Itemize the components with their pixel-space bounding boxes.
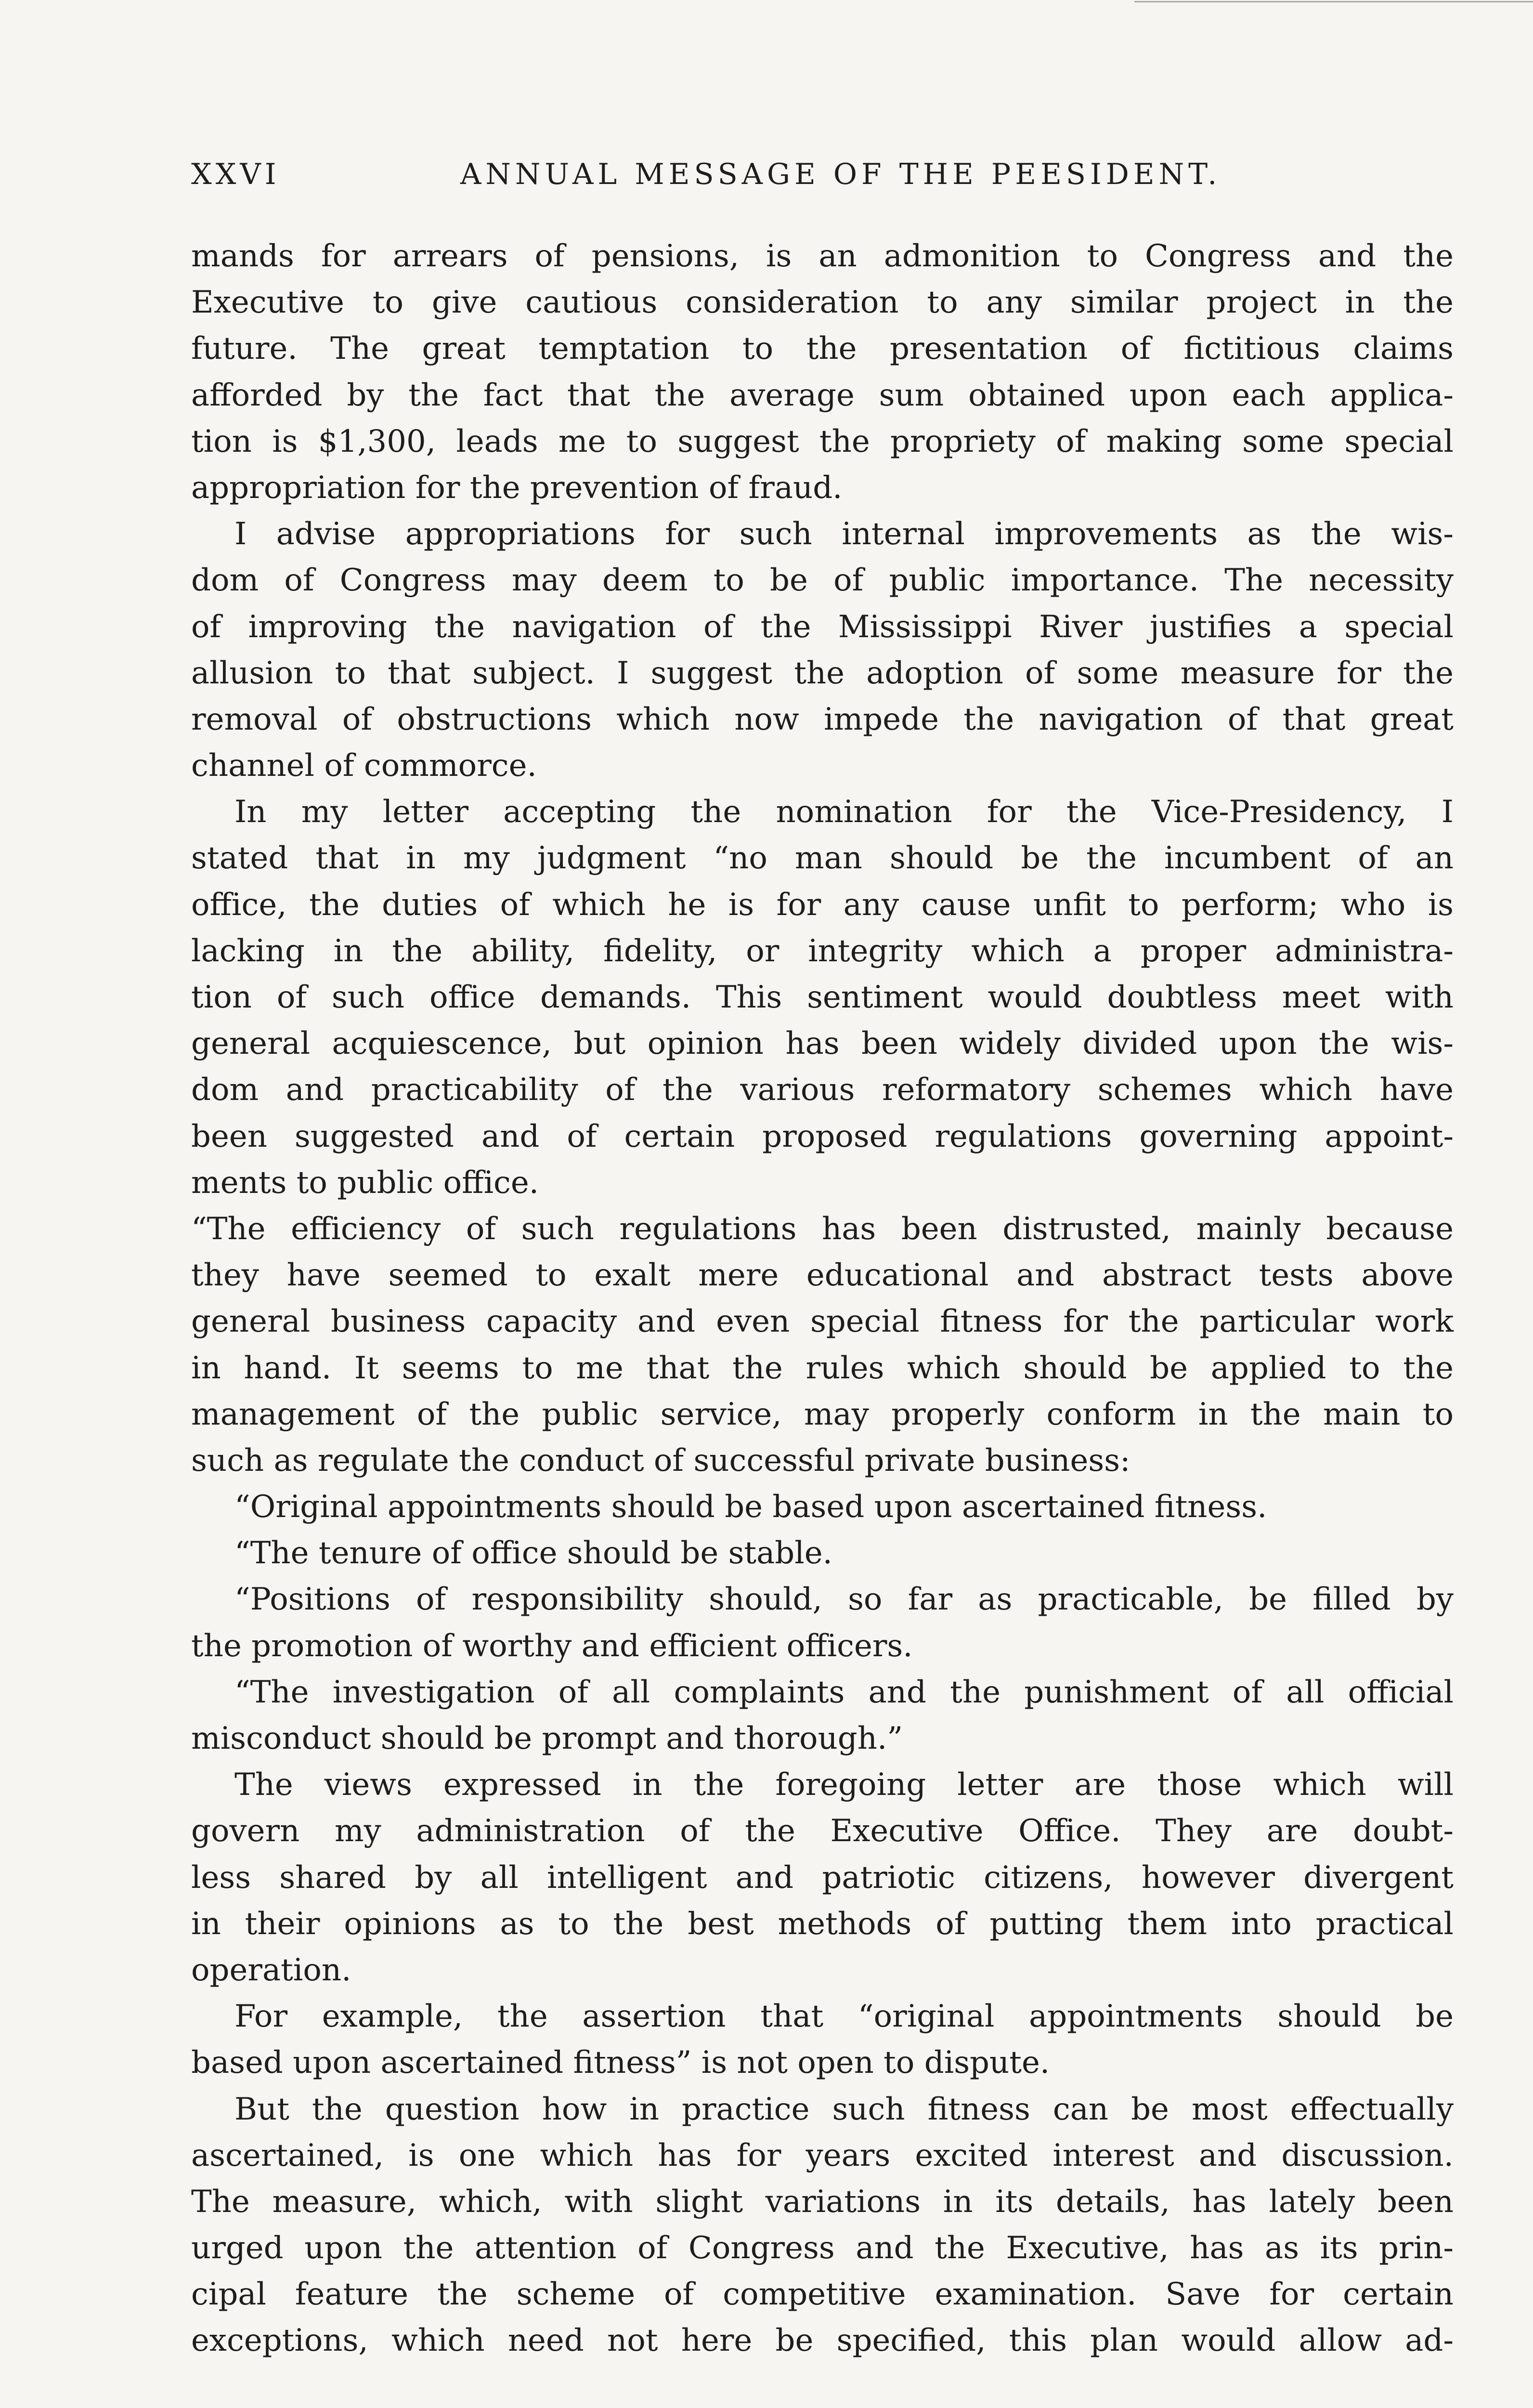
text-line: in hand. It seems to me that the rules which should be applied to the [191, 1350, 1454, 1386]
text-line: mands for arrears of pensions, is an admonition to Congress and the [191, 238, 1454, 274]
running-head [191, 155, 1454, 194]
text-line: removal of obstructions which now impede the navigation of that great [191, 701, 1454, 737]
paragraph [191, 1669, 1454, 1762]
text-line: ments to public office. [191, 1165, 539, 1201]
text-line: general business capacity and even special fitness for the particular work [191, 1304, 1454, 1340]
paragraph [191, 1530, 1454, 1576]
text-line: less shared by all intelligent and patriotic citizens, however divergent [191, 1859, 1454, 1896]
text-line: future. The great temptation to the presentation of fictitious claims [191, 331, 1454, 367]
text-line: general acquiescence, but opinion has been widely divided upon the wis- [191, 1026, 1454, 1062]
text-line: In my letter accepting the nomination for the Vice-Presidency, I [234, 794, 1454, 830]
paragraph [191, 1993, 1454, 2086]
text-line: management of the public service, may properly conform in the main to [191, 1396, 1454, 1432]
running-title: ANNUAL MESSAGE OF THE PEESIDENT. [460, 157, 1221, 191]
paragraph [191, 1762, 1454, 1993]
text-line: “The efficiency of such regulations has been distrusted, mainly because [191, 1211, 1454, 1247]
text-line: tion is $1,300, leads me to suggest the propriety of making some special [191, 423, 1454, 459]
body-text [191, 233, 1454, 2364]
text-line: But the question how in practice such fitness can be most effectually [234, 2091, 1454, 2127]
text-line: such as regulate the conduct of successful private business: [191, 1442, 1130, 1479]
text-line: The views expressed in the foregoing letter are those which will [234, 1767, 1454, 1803]
text-line: channel of commorce. [191, 748, 537, 784]
text-line: allusion to that subject. I suggest the adoption of some measure for the [191, 655, 1454, 691]
text-line: urged upon the attention of Congress and the Executive, has as its prin- [191, 2230, 1454, 2266]
text-line: dom and practicability of the various reformatory schemes which have [191, 1072, 1454, 1108]
text-line: cipal feature the scheme of competitive examination. Save for certain [191, 2277, 1454, 2313]
paragraph [191, 789, 1454, 1206]
text-line: govern my administration of the Executive Office. They are doubt- [191, 1813, 1454, 1849]
page-number: XXVI [191, 157, 280, 191]
text-line: ascertained, is one which has for years excited interest and discussion. [191, 2137, 1454, 2173]
paragraph [191, 2086, 1454, 2364]
text-line: misconduct should be prompt and thorough.” [191, 1721, 903, 1756]
text-line: lacking in the ability, fidelity, or integrity which a proper administra- [191, 933, 1454, 969]
paragraph [191, 1576, 1454, 1669]
text-line: “Positions of responsibility should, so far as practicable, be filled by [234, 1582, 1454, 1618]
text-line: Executive to give cautious consideration to any similar project in the [191, 285, 1454, 321]
text-line: “Original appointments should be based upon ascertained fitness. [234, 1489, 1267, 1525]
text-line: “The tenure of office should be stable. [234, 1535, 832, 1571]
text-line: The measure, which, with slight variations in its details, has lately been [191, 2184, 1454, 2220]
text-line: I advise appropriations for such internal improvements as the wis- [234, 516, 1454, 552]
paragraph [191, 1484, 1454, 1530]
text-line: they have seemed to exalt mere educational and abstract tests above [191, 1257, 1454, 1294]
text-line: been suggested and of certain proposed regulations governing appoint- [191, 1118, 1454, 1154]
text-line: of improving the navigation of the Mississippi River justifies a special [191, 609, 1454, 645]
text-line: stated that in my judgment “no man should be the incumbent of an [191, 840, 1454, 877]
paragraph [191, 233, 1454, 511]
text-line: exceptions, which need not here be specified, this plan would allow ad- [191, 2323, 1454, 2359]
text-line: dom of Congress may deem to be of public importance. The necessity [191, 563, 1454, 599]
paragraph [191, 511, 1454, 789]
text-line: For example, the assertion that “original appointments should be [234, 1999, 1454, 2035]
scan-edge-line [1134, 1, 1533, 2]
text-line: office, the duties of which he is for any cause unfit to perform; who is [191, 887, 1454, 923]
paragraph [191, 1206, 1454, 1484]
text-line: the promotion of worthy and efficient officers. [191, 1628, 913, 1664]
text-line: appropriation for the prevention of fraud. [191, 470, 843, 506]
text-line: operation. [191, 1952, 351, 1988]
text-line: afforded by the fact that the average sum obtained upon each applica- [191, 377, 1454, 413]
text-line: in their opinions as to the best methods of putting them into practical [191, 1906, 1454, 1942]
text-line: tion of such office demands. This sentiment would doubtless meet with [191, 980, 1454, 1015]
text-line: based upon ascertained fitness” is not open to dispute. [191, 2045, 1050, 2081]
text-line: “The investigation of all complaints and the punishment of all official [234, 1674, 1454, 1710]
